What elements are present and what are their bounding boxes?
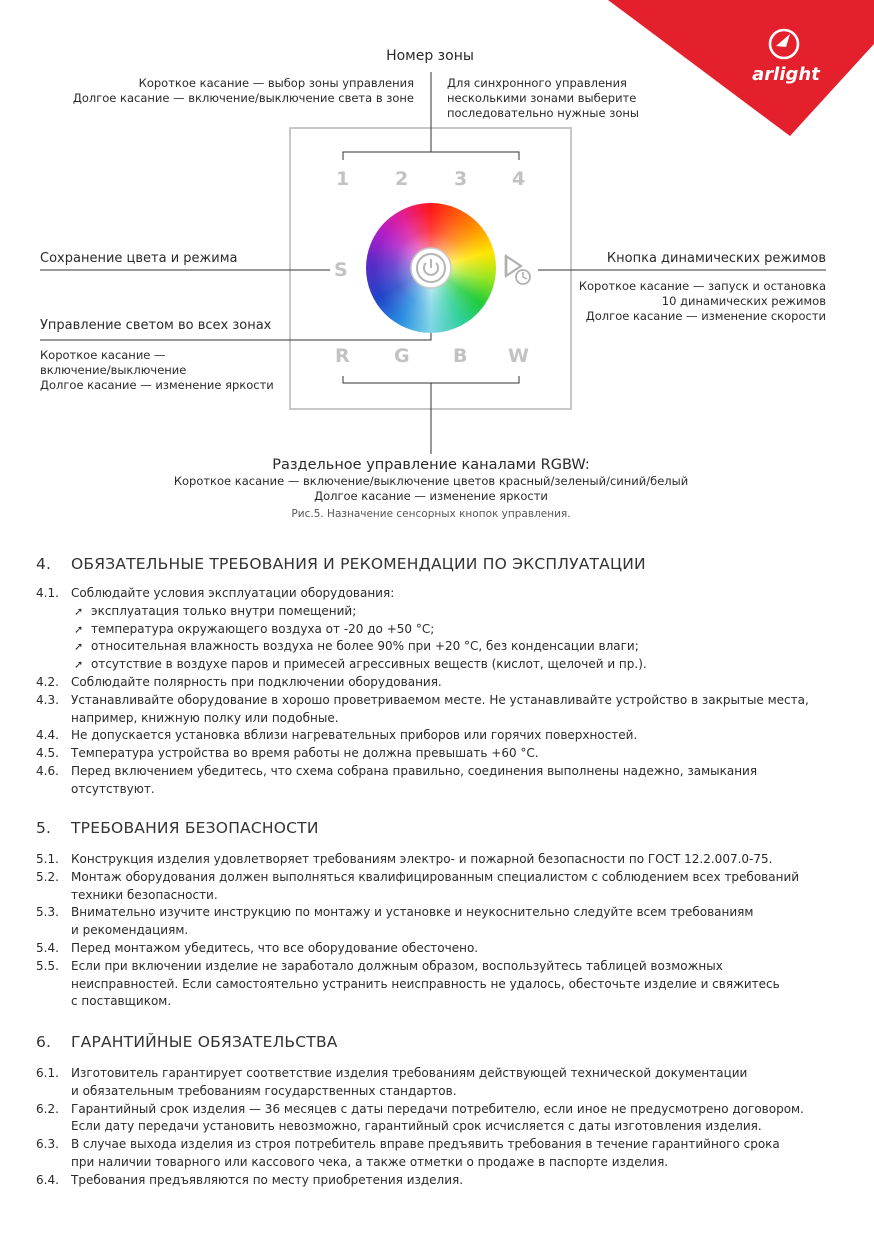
section-4-list bbox=[36, 585, 836, 799]
zone-title: Номер зоны bbox=[386, 48, 474, 64]
list-item: 6.1. Изготовитель гарантирует соответствие изделия требованиям действующей технической документации и обязательным требованиям государственных стандартов. bbox=[36, 1066, 748, 1098]
save-button[interactable]: S bbox=[334, 259, 348, 281]
zone-left-note: Короткое касание — выбор зоны управления Долгое касание — включение/выключение света в зоне bbox=[72, 76, 414, 105]
list-item: 5.2. Монтаж оборудования должен выполняться квалифицированным специалистом с соблюдением всех требований техники безопасности. bbox=[36, 869, 800, 902]
list-item: 4.3. Устанавливайте оборудование в хорошо проветриваемом месте. Не устанавливайте устройство в закрытые места, например, книжную полку или подобные. bbox=[36, 692, 809, 725]
dynamic-note: Короткое касание — запуск и остановка 10 динамических режимов Долгое касание — изменение скорости bbox=[578, 279, 826, 323]
list-item: 4.6. Перед включением убедитесь, что схема собрана правильно, соединения выполнены надежно, замыкания отсутствуют. bbox=[36, 763, 758, 796]
arrow-bullet-icon: ➚ bbox=[74, 640, 84, 654]
list-item: 4.5. Температура устройства во время работы не должна превышать +60 °С. bbox=[36, 746, 539, 761]
dynamic-mode-icon bbox=[506, 256, 530, 284]
channel-button-g[interactable]: G bbox=[394, 345, 410, 367]
list-item: 6.4. Требования предъявляются по месту приобретения изделия. bbox=[36, 1172, 464, 1187]
zone-button-4[interactable]: 4 bbox=[512, 168, 526, 190]
arrow-bullet-icon: ➚ bbox=[74, 604, 84, 618]
power-button-icon[interactable] bbox=[409, 246, 453, 290]
section-4-title: 4. ОБЯЗАТЕЛЬНЫЕ ТРЕБОВАНИЯ И РЕКОМЕНДАЦИИ ПО ЭКСПЛУАТАЦИИ bbox=[36, 555, 646, 573]
list-item: 4.4. Не допускается установка вблизи нагревательных приборов или горячих поверхностей. bbox=[36, 728, 638, 743]
channel-button-r[interactable]: R bbox=[335, 345, 350, 367]
list-subitem: ➚ эксплуатация только внутри помещений; bbox=[36, 603, 836, 621]
brand-logo-text: arlight bbox=[752, 64, 820, 85]
list-item: 6.3. В случае выхода изделия из строя потребитель вправе предъявить требования в течение гарантийного срока при наличии товарного или кассового чека, а также отметки о продаже в паспорте изделия. bbox=[36, 1137, 780, 1169]
rgbw-note: Короткое касание — включение/выключение цветов красный/зеленый/синий/белый Долгое касание — изменение яркости bbox=[173, 474, 689, 503]
zone-right-note: Для синхронного управления несколькими зонами выберите последовательно нужные зоны bbox=[447, 76, 639, 120]
list-item: 4.2. Соблюдайте полярность при подключении оборудования. bbox=[36, 674, 442, 689]
list-item: 5.3. Внимательно изучите инструкцию по монтажу и установке и неукоснительно следуйте всем требованиям и рекомендациям. bbox=[36, 905, 754, 938]
section-5-title: 5. ТРЕБОВАНИЯ БЕЗОПАСНОСТИ bbox=[36, 819, 319, 837]
rgbw-title: Раздельное управление каналами RGBW: bbox=[272, 457, 590, 473]
dynamic-label: Кнопка динамических режимов bbox=[606, 251, 826, 266]
zone-button-3[interactable]: 3 bbox=[454, 168, 468, 190]
all-zones-label: Управление светом во всех зонах bbox=[40, 318, 272, 333]
all-zones-note: Короткое касание — включение/выключение Долгое касание — изменение яркости bbox=[40, 348, 274, 392]
arrow-bullet-icon: ➚ bbox=[74, 622, 84, 636]
channel-button-b[interactable]: B bbox=[453, 345, 468, 367]
channel-button-w[interactable]: W bbox=[508, 345, 529, 367]
zone-button-2[interactable]: 2 bbox=[395, 168, 409, 190]
figure-caption: Рис.5. Назначение сенсорных кнопок управления. bbox=[291, 508, 571, 520]
list-item: 5.4. Перед монтажом убедитесь, что все оборудование обесточено. bbox=[36, 940, 479, 955]
zone-button-1[interactable]: 1 bbox=[336, 168, 350, 190]
list-item: 5.5. Если при включении изделие не заработало должным образом, воспользуйтесь таблицей возможных неисправностей. Если самостоятельно устранить неисправность не удалось, обесточьте изделие и свяжитесь с поставщиком. bbox=[36, 958, 780, 1009]
list-subitem: ➚ относительная влажность воздуха не более 90% при +20 °С, без конденсации влаги; bbox=[36, 638, 836, 656]
section-6-list bbox=[36, 1065, 836, 1190]
list-subitem: ➚ отсутствие в воздухе паров и примесей агрессивных веществ (кислот, щелочей и пр.). bbox=[36, 656, 836, 674]
section-6-title: 6. ГАРАНТИЙНЫЕ ОБЯЗАТЕЛЬСТВА bbox=[36, 1033, 338, 1051]
list-subitem: ➚ температура окружающего воздуха от -20 до +50 °С; bbox=[36, 621, 836, 639]
arrow-bullet-icon: ➚ bbox=[74, 658, 84, 672]
section-5-list bbox=[36, 851, 836, 1011]
list-item: 5.1. Конструкция изделия удовлетворяет требованиям электро- и пожарной безопасности по ГОСТ 12.2.007.0-75. bbox=[36, 852, 773, 866]
save-label: Сохранение цвета и режима bbox=[40, 251, 238, 266]
list-item: 6.2. Гарантийный срок изделия — 36 месяцев с даты передачи потребителю, если иное не предусмотрено договором. Если дату передачи установить невозможно, гарантийный срок исчисляется с даты изготовления изделия. bbox=[36, 1101, 804, 1134]
list-item: 4.1. Соблюдайте условия эксплуатации оборудования: bbox=[36, 586, 395, 600]
